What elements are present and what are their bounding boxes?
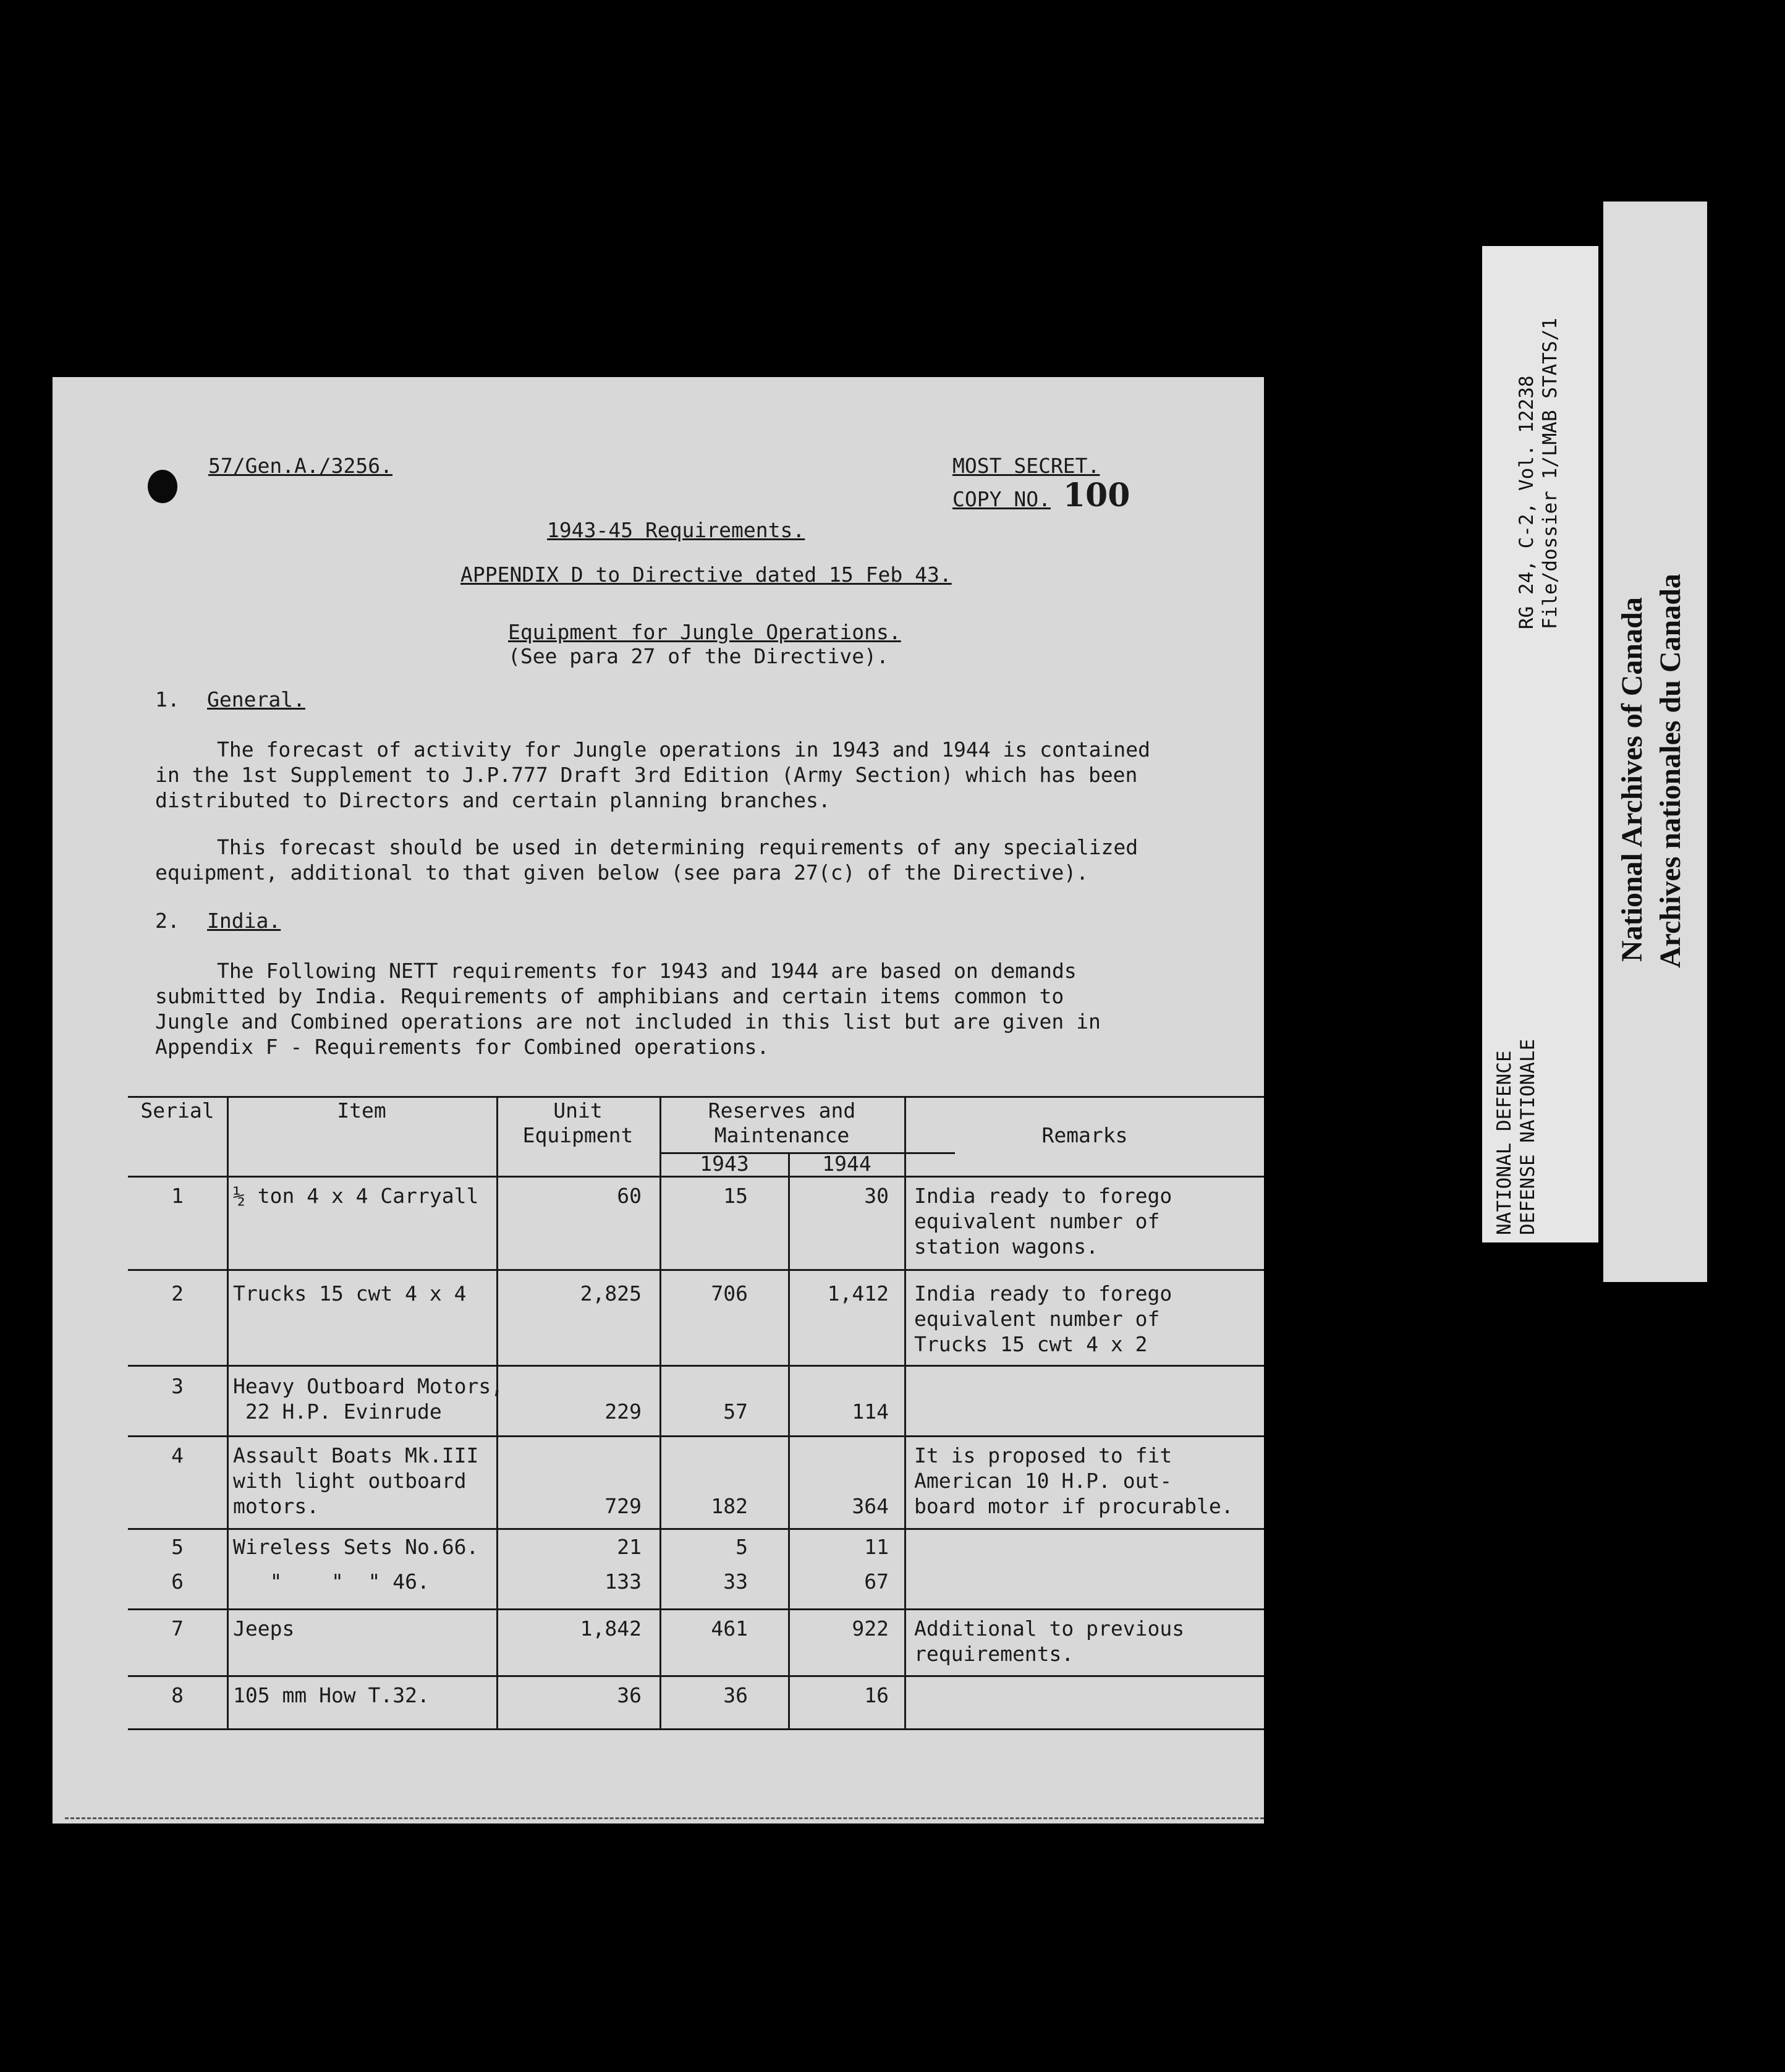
row-5-item: Wireless Sets No.66. bbox=[233, 1535, 479, 1559]
row-3-unit: 229 bbox=[604, 1399, 642, 1424]
row-7-1943: 461 bbox=[711, 1616, 748, 1641]
row-6-serial: 6 bbox=[171, 1569, 184, 1594]
archive-reference-2: File/dossier 1/LMAB STATS/1 bbox=[1539, 318, 1561, 629]
row-2-serial: 2 bbox=[171, 1281, 184, 1306]
row-1-1943: 15 bbox=[723, 1184, 748, 1208]
row-4-unit: 729 bbox=[604, 1494, 642, 1518]
row-4-1943: 182 bbox=[711, 1494, 748, 1518]
header-reserves-2: Maintenance bbox=[714, 1123, 850, 1147]
row-6-item: " " " 46. bbox=[233, 1569, 430, 1594]
row-1-remarks-3: station wagons. bbox=[914, 1234, 1099, 1259]
row-2-remarks-2: equivalent number of bbox=[914, 1307, 1160, 1331]
header-unit-equipment-1: Unit bbox=[553, 1098, 603, 1123]
row-7-remarks-1: Additional to previous bbox=[914, 1616, 1185, 1641]
row-7-1944: 922 bbox=[852, 1616, 889, 1641]
archives-name-strip bbox=[1603, 202, 1707, 1282]
row-5-serial: 5 bbox=[171, 1535, 184, 1559]
header-unit-equipment-2: Equipment bbox=[522, 1123, 634, 1147]
page-edge-dashes bbox=[65, 1817, 1264, 1822]
row-3-item-2: 22 H.P. Evinrude bbox=[233, 1399, 442, 1424]
row-3-1943: 57 bbox=[723, 1399, 748, 1424]
copy-number-label: COPY NO. 100 bbox=[952, 477, 1130, 514]
row-2-unit: 2,825 bbox=[580, 1281, 642, 1306]
row-3-item-1: Heavy Outboard Motors, bbox=[233, 1374, 504, 1398]
appendix-heading: APPENDIX D to Directive dated 15 Feb 43. bbox=[460, 563, 952, 587]
archive-reference-1: RG 24, C-2, Vol. 12238 bbox=[1516, 375, 1538, 629]
subject-note: (See para 27 of the Directive). bbox=[508, 644, 889, 668]
archives-name-fr: Archives nationales du Canada bbox=[1654, 574, 1687, 968]
punch-hole bbox=[148, 470, 177, 503]
row-2-item: Trucks 15 cwt 4 x 4 bbox=[233, 1281, 467, 1306]
row-4-item-3: motors. bbox=[233, 1494, 320, 1518]
header-1944: 1944 bbox=[822, 1152, 871, 1176]
row-6-1943: 33 bbox=[723, 1569, 748, 1594]
section-2-paragraph: The Following NETT requirements for 1943 and 1944 are based on demands submitted by India. Requirements of amphibians and certain items common to Jungle and Combined operations are not included in this list but are given in Appendix F - Requirements for Combined operations. bbox=[155, 959, 1101, 1059]
section-1-paragraph-2: This forecast should be used in determining requirements of any specialized equipment, additional to that given below (see para 27(c) of the Directive). bbox=[155, 835, 1138, 885]
copy-number: 100 bbox=[1062, 477, 1130, 514]
header-1943: 1943 bbox=[700, 1152, 749, 1176]
row-5-1943: 5 bbox=[736, 1535, 748, 1559]
row-8-item: 105 mm How T.32. bbox=[233, 1683, 430, 1707]
section-2-heading: India. bbox=[207, 909, 281, 933]
section-1-heading: General. bbox=[207, 687, 305, 711]
file-reference: 57/Gen.A./3256. bbox=[208, 454, 393, 478]
document-page bbox=[53, 377, 1264, 1824]
archive-reference-strip bbox=[1482, 246, 1598, 1242]
header-item: Item bbox=[337, 1098, 386, 1123]
classification-marking: MOST SECRET. bbox=[952, 454, 1100, 478]
row-7-item: Jeeps bbox=[233, 1616, 295, 1641]
row-4-item-1: Assault Boats Mk.III bbox=[233, 1443, 479, 1467]
row-4-remarks-3: board motor if procurable. bbox=[914, 1494, 1234, 1518]
row-1-serial: 1 bbox=[171, 1184, 184, 1208]
row-8-serial: 8 bbox=[171, 1683, 184, 1707]
row-8-1943: 36 bbox=[723, 1683, 748, 1707]
row-1-item: ½ ton 4 x 4 Carryall bbox=[233, 1184, 479, 1208]
row-7-remarks-2: requirements. bbox=[914, 1642, 1074, 1666]
header-serial: Serial bbox=[140, 1098, 214, 1123]
row-2-remarks-3: Trucks 15 cwt 4 x 2 bbox=[914, 1332, 1148, 1356]
subject-heading: Equipment for Jungle Operations. bbox=[508, 620, 901, 644]
section-2-number: 2. bbox=[155, 909, 180, 933]
row-6-1944: 67 bbox=[864, 1569, 889, 1594]
header-remarks: Remarks bbox=[1041, 1123, 1128, 1147]
row-8-unit: 36 bbox=[617, 1683, 642, 1707]
row-1-unit: 60 bbox=[617, 1184, 642, 1208]
section-1-number: 1. bbox=[155, 687, 180, 711]
row-4-serial: 4 bbox=[171, 1443, 184, 1467]
row-3-1944: 114 bbox=[852, 1399, 889, 1424]
row-6-unit: 133 bbox=[604, 1569, 642, 1594]
row-1-1944: 30 bbox=[864, 1184, 889, 1208]
row-5-unit: 21 bbox=[617, 1535, 642, 1559]
department-en: NATIONAL DEFENCE bbox=[1493, 1050, 1516, 1235]
row-3-serial: 3 bbox=[171, 1374, 184, 1398]
row-5-1944: 11 bbox=[864, 1535, 889, 1559]
archives-name-en: National Archives of Canada bbox=[1616, 597, 1648, 962]
section-1-paragraph-1: The forecast of activity for Jungle operations in 1943 and 1944 is contained in the 1st Supplement to J.P.777 Draft 3rd Edition (Army Section) which has been distributed to Directors and certain planning branches. bbox=[155, 737, 1150, 812]
header-reserves-1: Reserves and bbox=[708, 1098, 856, 1123]
row-7-unit: 1,842 bbox=[580, 1616, 642, 1641]
document-title: 1943-45 Requirements. bbox=[547, 518, 805, 542]
row-1-remarks-2: equivalent number of bbox=[914, 1209, 1160, 1233]
row-4-remarks-2: American 10 H.P. out- bbox=[914, 1469, 1172, 1493]
row-8-1944: 16 bbox=[864, 1683, 889, 1707]
row-4-item-2: with light outboard bbox=[233, 1469, 467, 1493]
row-4-remarks-1: It is proposed to fit bbox=[914, 1443, 1172, 1467]
row-2-1943: 706 bbox=[711, 1281, 748, 1306]
department-fr: DEFENSE NATIONALE bbox=[1517, 1038, 1539, 1235]
row-2-remarks-1: India ready to forego bbox=[914, 1281, 1172, 1306]
row-7-serial: 7 bbox=[171, 1616, 184, 1641]
row-1-remarks-1: India ready to forego bbox=[914, 1184, 1172, 1208]
row-2-1944: 1,412 bbox=[827, 1281, 889, 1306]
row-4-1944: 364 bbox=[852, 1494, 889, 1518]
